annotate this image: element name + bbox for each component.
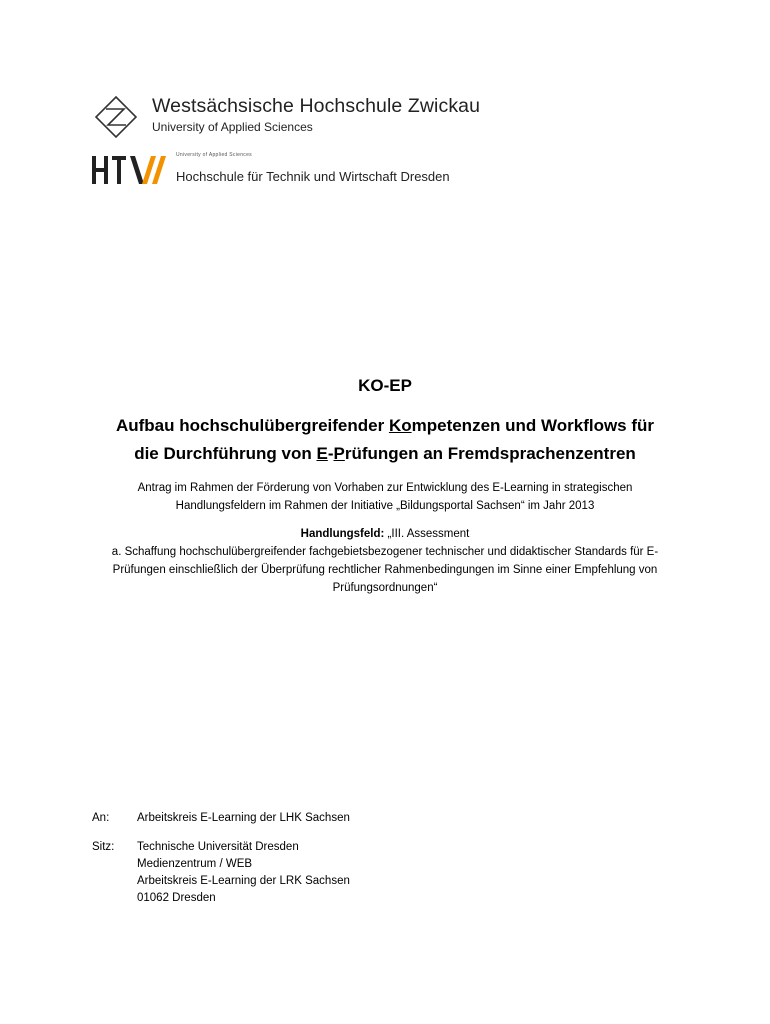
action-field-line: Prüfungsordnungen“ [332, 582, 438, 594]
title-line-1 [60, 412, 710, 440]
action-field-value: „III. Assessment [384, 528, 470, 540]
wh-zwickau-logo [94, 95, 514, 140]
title-underlined: P [333, 444, 345, 463]
recipient-value: Arbeitskreis E-Learning der LHK Sachsen [137, 812, 350, 824]
seat-address-line: Technische Universität Dresden [137, 841, 299, 853]
application-description [60, 479, 710, 515]
action-field-line: a. Schaffung hochschulübergreifender fachgebietsbezogener technischer und didaktischer Standards für E- [111, 546, 659, 558]
seat-address-line: Arbeitskreis E-Learning der LRK Sachsen [137, 875, 350, 887]
action-field-label: Handlungsfeld: [300, 528, 385, 540]
htw-tagline: University of Applied Sciences [176, 152, 252, 158]
recipient-block [92, 810, 492, 830]
document-title [60, 412, 710, 468]
action-field-line: Prüfungen einschließlich der Überprüfung rechtlicher Rahmenbedingungen im Sinne einer Empfehlung von [112, 564, 658, 576]
title-line-2 [60, 440, 710, 468]
action-field [60, 525, 710, 597]
htw-dresden-logo [92, 152, 512, 192]
htw-logo-icon [92, 154, 170, 186]
seat-block [92, 839, 492, 911]
seat-address-line: 01062 Dresden [137, 892, 216, 904]
title-text: rüfungen an Fremdsprachenzentren [344, 444, 636, 463]
title-text: Aufbau hochschulübergreifender [115, 416, 389, 435]
title-text: - [327, 444, 334, 463]
htw-name: Hochschule für Technik und Wirtschaft Dresden [176, 169, 450, 184]
seat-address [137, 839, 350, 907]
title-underlined: Ko [388, 416, 412, 435]
seat-label: Sitz: [92, 841, 115, 853]
description-line: Antrag im Rahmen der Förderung von Vorhaben zur Entwicklung des E-Learning in strategischen [137, 482, 633, 494]
university-name: Westsächsische Hochschule Zwickau [152, 95, 481, 117]
action-field-heading [60, 525, 710, 543]
diamond-z-icon [94, 95, 138, 139]
title-text: mpetenzen und Workflows für [411, 416, 655, 435]
title-text: die Durchführung von [134, 444, 317, 463]
description-line: Handlungsfeldern im Rahmen der Initiative „Bildungsportal Sachsen“ im Jahr 2013 [175, 500, 595, 512]
recipient-label: An: [92, 812, 110, 824]
university-subtitle: University of Applied Sciences [152, 120, 313, 134]
document-short-title: KO-EP [358, 376, 412, 395]
seat-address-line: Medienzentrum / WEB [137, 858, 253, 870]
title-underlined: E [316, 444, 328, 463]
